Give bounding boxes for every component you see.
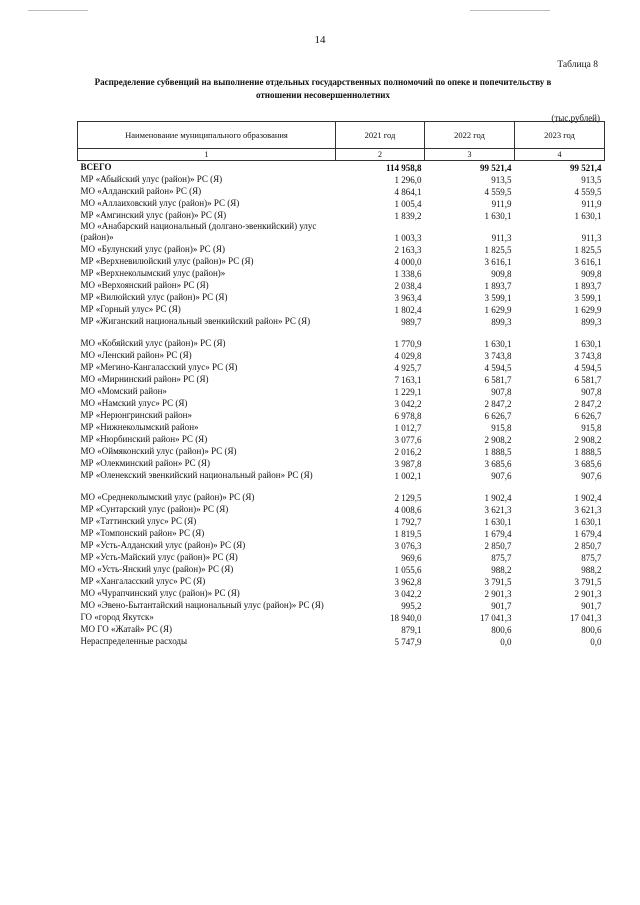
value-2023: 911,9: [581, 199, 602, 209]
value-2023: 2 908,2: [574, 435, 602, 445]
municipality-name: МО ГО «Жатай» РС (Я): [80, 623, 173, 634]
value-2021: 995,2: [401, 601, 422, 611]
value-2021: 3 987,8: [394, 459, 422, 469]
value-2021: 3 963,4: [394, 293, 422, 303]
table-row: [78, 539, 605, 551]
value-2021: 3 042,2: [394, 589, 422, 599]
header-name: Наименование муниципального образования: [78, 122, 336, 149]
municipality-name: МР «Мегино-Кангаласский улус» РС (Я): [80, 361, 238, 372]
table-row: [78, 197, 605, 209]
municipality-name: МР «Вилюйский улус (район)» РС (Я): [80, 291, 228, 302]
table-row: [78, 433, 605, 445]
municipality-name: МР «Амгинский улус (район)» РС (Я): [80, 209, 227, 220]
value-2021: 4 029,8: [394, 351, 422, 361]
municipality-name: МО «Среднеколымский улус (район)» РС (Я): [80, 491, 255, 502]
column-number: 4: [515, 149, 605, 161]
municipality-name: МО «Верхоянский район» РС (Я): [80, 279, 209, 290]
value-2021: 1 002,1: [394, 471, 422, 481]
column-number: 2: [336, 149, 425, 161]
municipality-name: МО «Кобяйский улус (район)» РС (Я): [80, 337, 226, 348]
municipality-name: МР «Томпонский район» РС (Я): [80, 527, 205, 538]
value-2021: 969,6: [401, 553, 422, 563]
municipality-name: МО «Оймяконский улус (район)» РС (Я): [80, 445, 237, 456]
value-2022: 17 041,3: [480, 613, 512, 623]
table-row: [78, 373, 605, 385]
value-2023: 3 791,5: [574, 577, 602, 587]
value-2022: 915,8: [491, 423, 512, 433]
header-2022: 2022 год: [425, 122, 515, 149]
value-2021: 2 163,3: [394, 245, 422, 255]
value-2021: 2 016,2: [394, 447, 422, 457]
municipality-name: МР «Верхнеколымский улус (район)»: [80, 267, 226, 278]
value-2021: 1 229,1: [394, 387, 422, 397]
value-2022: 1 629,9: [484, 305, 512, 315]
row-spacer: [78, 327, 605, 337]
table-row: [78, 587, 605, 599]
value-2022: 1 630,1: [484, 339, 512, 349]
value-2022: 3 599,1: [484, 293, 512, 303]
value-2021: 3 077,6: [394, 435, 422, 445]
value-2022: 1 893,7: [484, 281, 512, 291]
value-2022: 2 850,7: [484, 541, 512, 551]
header-2021: 2021 год: [336, 122, 425, 149]
value-2021: 3 042,2: [394, 399, 422, 409]
table-row: [78, 575, 605, 587]
header-row: [78, 122, 605, 149]
value-2022: 875,7: [491, 553, 512, 563]
table-row: [78, 291, 605, 303]
table-row: [78, 185, 605, 197]
value-2021: 989,7: [401, 317, 422, 327]
table-row: [78, 243, 605, 255]
municipality-name: МО «Намский улус» РС (Я): [80, 397, 188, 408]
value-2023: 1 679,4: [574, 529, 602, 539]
value-2023: 3 621,3: [574, 505, 602, 515]
value-2022: 1 630,1: [484, 211, 512, 221]
total-row: [78, 161, 605, 174]
value-2023: 3 616,1: [574, 257, 602, 267]
scan-artifact: [470, 10, 550, 11]
value-2023: 4 594,5: [574, 363, 602, 373]
value-2023: 1 902,4: [574, 493, 602, 503]
row-spacer: [78, 481, 605, 491]
value-2021: 3 962,8: [394, 577, 422, 587]
value-2021: 6 978,8: [394, 411, 422, 421]
table-row: [78, 279, 605, 291]
value-2021: 7 163,1: [394, 375, 422, 385]
municipality-name: МО «Чурапчинский улус (район)» РС (Я): [80, 587, 240, 598]
table-row: [78, 209, 605, 221]
value-2022: 4 559,5: [484, 187, 512, 197]
value-2022: 913,5: [491, 175, 512, 185]
value-2021: 2 129,5: [394, 493, 422, 503]
value-2022: 3 791,5: [484, 577, 512, 587]
subsidy-table: [77, 121, 605, 647]
table-row: [78, 315, 605, 327]
municipality-name: МР «Нерюнгринский район»: [80, 409, 192, 420]
value-2022: 6 626,7: [484, 411, 512, 421]
column-number-row: [78, 149, 605, 161]
page-number: 14: [314, 34, 326, 46]
municipality-name: МО «Ленский район» РС (Я): [80, 349, 192, 360]
value-2021: 4 925,7: [394, 363, 422, 373]
municipality-name: МО «Эвено-Бытантайский национальный улус (район)» РС (Я): [80, 599, 324, 610]
value-2021: 1 012,7: [394, 423, 422, 433]
municipality-name: МР «Оленекский эвенкийский национальный район» РС (Я): [80, 469, 313, 480]
value-2022: 3 685,6: [484, 459, 512, 469]
municipality-name: МР «Усть-Алданский улус (район)» РС (Я): [80, 539, 246, 550]
value-2022: 1 630,1: [484, 517, 512, 527]
table-row: [78, 527, 605, 539]
table-row: [78, 491, 605, 503]
value-2021: 5 747,9: [394, 637, 422, 647]
value-2022: 988,2: [491, 565, 512, 575]
value-2021: 18 940,0: [390, 613, 422, 623]
document-title: Распределение субвенций на выполнение отдельных государственных полномочий по опеке и попечительству в отношении несовершеннолетних: [94, 77, 552, 100]
total-2021: 114 958,8: [385, 163, 422, 173]
header-2023: 2023 год: [515, 122, 605, 149]
value-2023: 907,8: [581, 387, 602, 397]
value-2021: 1 338,6: [394, 269, 422, 279]
value-2022: 2 901,3: [484, 589, 512, 599]
municipality-name: МО «Мирнинский район» РС (Я): [80, 373, 209, 384]
value-2021: 4 864,1: [394, 187, 422, 197]
table-row: [78, 421, 605, 433]
municipality-name: МО «Алданский район» РС (Я): [80, 185, 202, 196]
column-number: 1: [78, 149, 336, 161]
value-2022: 800,6: [491, 625, 512, 635]
value-2022: 901,7: [491, 601, 512, 611]
table-row: [78, 349, 605, 361]
table-row: [78, 409, 605, 421]
value-2023: 1 630,1: [574, 517, 602, 527]
value-2023: 988,2: [581, 565, 602, 575]
value-2023: 915,8: [581, 423, 602, 433]
value-2022: 3 616,1: [484, 257, 512, 267]
table-row: [78, 173, 605, 185]
value-2022: 4 594,5: [484, 363, 512, 373]
value-2021: 1 296,0: [394, 175, 422, 185]
table-row: [78, 635, 605, 647]
municipality-name: МР «Жиганский национальный эвенкийский район» РС (Я): [80, 315, 311, 326]
municipality-name: МО «Анабарский национальный (долгано-эвенкийский) улус (район)»: [80, 221, 317, 242]
value-2023: 901,7: [581, 601, 602, 611]
value-2022: 3 743,8: [484, 351, 512, 361]
municipality-name: МР «Олекминский район» РС (Я): [80, 457, 210, 468]
table-row: [78, 361, 605, 373]
value-2023: 1 629,9: [574, 305, 602, 315]
table-row: [78, 267, 605, 279]
table-row: [78, 515, 605, 527]
municipality-name: МР «Усть-Майский улус (район)» РС (Я): [80, 551, 238, 562]
table-row: [78, 303, 605, 315]
municipality-name: МР «Таттинский улус» РС (Я): [80, 515, 197, 526]
value-2021: 1 839,2: [394, 211, 422, 221]
value-2021: 1 819,5: [394, 529, 422, 539]
table-row: [78, 221, 605, 243]
value-2021: 1 055,6: [394, 565, 422, 575]
table-row: [78, 445, 605, 457]
municipality-name: МР «Хангаласский улус» РС (Я): [80, 575, 206, 586]
value-2023: 17 041,3: [570, 613, 602, 623]
value-2022: 899,3: [491, 317, 512, 327]
value-2022: 2 908,2: [484, 435, 512, 445]
table-row: [78, 337, 605, 349]
value-2022: 1 888,5: [484, 447, 512, 457]
table-row: [78, 385, 605, 397]
table-row: [78, 469, 605, 481]
value-2023: 1 888,5: [574, 447, 602, 457]
value-2022: 1 679,4: [484, 529, 512, 539]
municipality-name: МО «Усть-Янский улус (район)» РС (Я): [80, 563, 234, 574]
value-2021: 1 770,9: [394, 339, 422, 349]
value-2022: 907,8: [491, 387, 512, 397]
municipality-name: МР «Верхневилюйский улус (район)» РС (Я): [80, 255, 254, 266]
value-2023: 800,6: [581, 625, 602, 635]
value-2023: 907,6: [581, 471, 602, 481]
table-row: [78, 255, 605, 267]
value-2023: 913,5: [581, 175, 602, 185]
value-2021: 3 076,3: [394, 541, 422, 551]
table-label: Таблица 8: [557, 60, 598, 70]
table-row: [78, 623, 605, 635]
municipality-name: МР «Нюрбинский район» РС (Я): [80, 433, 208, 444]
municipality-name: МР «Абыйский улус (район)» РС (Я): [80, 173, 223, 184]
value-2022: 3 621,3: [484, 505, 512, 515]
value-2023: 875,7: [581, 553, 602, 563]
value-2022: 1 902,4: [484, 493, 512, 503]
table-row: [78, 611, 605, 623]
value-2023: 4 559,5: [574, 187, 602, 197]
total-label: ВСЕГО: [80, 161, 112, 172]
municipality-name: ГО «город Якутск»: [80, 611, 154, 622]
units-label: (тыс.рублей): [551, 113, 600, 123]
municipality-name: МР «Горный улус» РС (Я): [80, 303, 181, 314]
value-2021: 4 008,6: [394, 505, 422, 515]
value-2023: 2 847,2: [574, 399, 602, 409]
value-2023: 909,8: [581, 269, 602, 279]
value-2023: 3 599,1: [574, 293, 602, 303]
column-number: 3: [425, 149, 515, 161]
value-2021: 1 005,4: [394, 199, 422, 209]
scan-artifact: [28, 10, 88, 11]
value-2023: 911,3: [581, 233, 602, 243]
municipality-name: МО «Момский район»: [80, 385, 167, 396]
value-2023: 1 893,7: [574, 281, 602, 291]
municipality-name: Нераспределенные расходы: [80, 635, 188, 646]
total-2023: 99 521,4: [570, 163, 602, 173]
value-2022: 909,8: [491, 269, 512, 279]
value-2023: 1 825,5: [574, 245, 602, 255]
value-2021: 2 038,4: [394, 281, 422, 291]
municipality-name: МР «Сунтарский улус (район)» РС (Я): [80, 503, 229, 514]
value-2023: 1 630,1: [574, 211, 602, 221]
municipality-name: МР «Нижнеколымский район»: [80, 421, 199, 432]
total-2022: 99 521,4: [480, 163, 512, 173]
table-row: [78, 551, 605, 563]
value-2022: 6 581,7: [484, 375, 512, 385]
value-2022: 907,6: [491, 471, 512, 481]
value-2023: 0,0: [590, 637, 602, 647]
value-2022: 2 847,2: [484, 399, 512, 409]
value-2021: 879,1: [401, 625, 422, 635]
municipality-name: МО «Аллаиховский улус (район)» РС (Я): [80, 197, 240, 208]
value-2023: 3 685,6: [574, 459, 602, 469]
value-2023: 2 850,7: [574, 541, 602, 551]
value-2021: 1 802,4: [394, 305, 422, 315]
value-2022: 0,0: [500, 637, 512, 647]
value-2022: 911,9: [491, 199, 512, 209]
value-2022: 911,3: [491, 233, 512, 243]
table-row: [78, 503, 605, 515]
table-row: [78, 563, 605, 575]
value-2021: 4 000,0: [394, 257, 422, 267]
value-2021: 1 003,3: [394, 233, 422, 243]
value-2023: 2 901,3: [574, 589, 602, 599]
value-2023: 899,3: [581, 317, 602, 327]
value-2023: 3 743,8: [574, 351, 602, 361]
value-2023: 6 626,7: [574, 411, 602, 421]
table-row: [78, 599, 605, 611]
value-2022: 1 825,5: [484, 245, 512, 255]
municipality-name: МО «Булунский улус (район)» РС (Я): [80, 243, 225, 254]
value-2023: 6 581,7: [574, 375, 602, 385]
table-row: [78, 457, 605, 469]
value-2023: 1 630,1: [574, 339, 602, 349]
value-2021: 1 792,7: [394, 517, 422, 527]
table-row: [78, 397, 605, 409]
